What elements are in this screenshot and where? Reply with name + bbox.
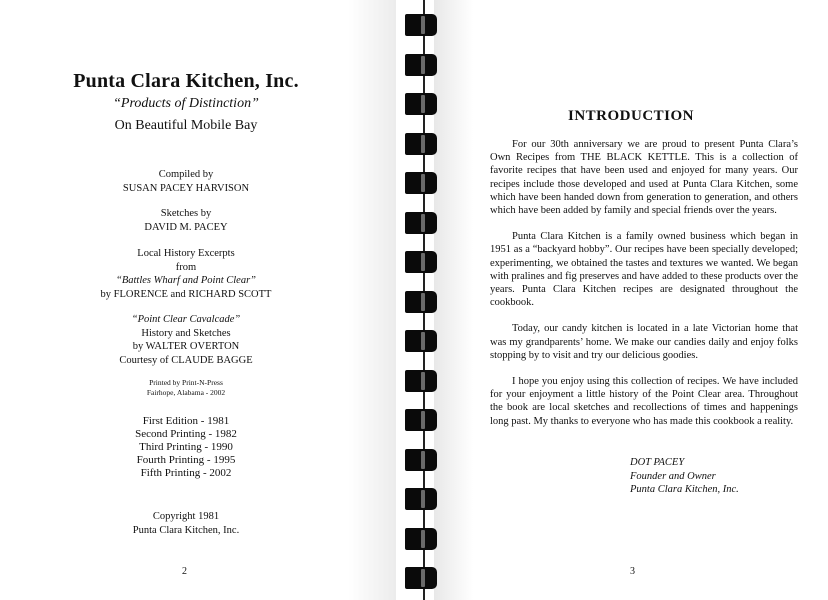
- spiral-coil: [405, 488, 437, 510]
- cavalcade-author: by WALTER OVERTON: [132, 341, 240, 352]
- local-history-authors: by FLORENCE and RICHARD SCOTT: [100, 288, 272, 300]
- compiled-by-label: Compiled by: [158, 169, 214, 180]
- intro-paragraph: Today, our candy kitchen is located in a late Victorian home that was my grandparents’ home. We make our candies daily and enjoy folks stopping by to visit and try our delicious goodies.: [490, 323, 798, 361]
- spiral-coil: [405, 54, 437, 76]
- introduction-heading: INTRODUCTION: [567, 108, 694, 124]
- tagline: “Products of Distinction”: [113, 96, 259, 111]
- sketches-by-label: Sketches by: [160, 208, 212, 219]
- printing-line: Fourth Printing - 1995: [136, 454, 236, 466]
- printing-line: Fifth Printing - 2002: [140, 467, 232, 479]
- compiled-by-name: SUSAN PACEY HARVISON: [122, 182, 250, 194]
- left-page-title: Punta Clara Kitchen, Inc.: [73, 70, 299, 92]
- copyright-block: [0, 510, 372, 537]
- printing-line: Third Printing - 1990: [139, 441, 233, 453]
- local-history-line2: from: [175, 261, 197, 273]
- spiral-coil: [405, 14, 437, 36]
- page-number-left: 2: [182, 566, 187, 577]
- location-line: On Beautiful Mobile Bay: [114, 118, 258, 133]
- cavalcade-block: [0, 313, 372, 367]
- left-page: [0, 0, 396, 600]
- spiral-coil: [405, 93, 437, 115]
- signature-company: Punta Clara Kitchen, Inc.: [630, 484, 739, 495]
- spiral-coil: [405, 528, 437, 550]
- spiral-coil: [405, 330, 437, 352]
- intro-paragraph: For our 30th anniversary we are proud to present Punta Clara’s Own Recipes from THE BLACK KETTLE. This is a collection of favorite recipes that have been used and enjoyed for many years. Our recipes include those developed and used at Punta Clara Kitchen, some which have been handed down from generation to generation, and others which have been added by family and special friends over the years.: [490, 139, 798, 217]
- cavalcade-courtesy: Courtesy of CLAUDE BAGGE: [119, 354, 253, 366]
- introduction-body: [490, 138, 798, 441]
- spiral-coil: [405, 172, 437, 194]
- spiral-coil: [405, 409, 437, 431]
- printer-line2: Fairhope, Alabama - 2002: [146, 388, 226, 397]
- printing-history: [0, 415, 372, 480]
- printing-line: Second Printing - 1982: [135, 428, 237, 440]
- spiral-coil: [405, 370, 437, 392]
- intro-paragraph: Punta Clara Kitchen is a family owned business which began in 1951 as a “backyard hobby”. Our recipes have been specially developed; experimenting, we obtained the tastes and textures we wanted. We began with pralines and fig preserves and have added to these products over the years. Punta Clara Kitchen recipes are designated throughout the cookbook.: [490, 231, 798, 309]
- copyright-line2: Punta Clara Kitchen, Inc.: [132, 524, 240, 536]
- signature-block: [630, 456, 739, 497]
- printer-block: [0, 378, 372, 398]
- copyright-line1: Copyright 1981: [152, 511, 220, 522]
- page-number-right: 3: [630, 566, 635, 577]
- right-page: [434, 0, 828, 600]
- spiral-coil: [405, 251, 437, 273]
- spiral-coil: [405, 567, 437, 589]
- local-history-line1: Local History Excerpts: [137, 248, 235, 259]
- sketches-by-name: DAVID M. PACEY: [144, 221, 228, 233]
- printing-line: First Edition - 1981: [142, 415, 230, 427]
- printer-line1: Printed by Print-N-Press: [149, 378, 223, 387]
- spiral-coil: [405, 291, 437, 313]
- signature-name: DOT PACEY: [630, 457, 685, 468]
- spiral-coil: [405, 133, 437, 155]
- sketches-by-block: [0, 207, 372, 234]
- cavalcade-work: “Point Clear Cavalcade”: [131, 314, 241, 325]
- spiral-coil: [405, 449, 437, 471]
- intro-paragraph: I hope you enjoy using this collection of recipes. We have included for your enjoyment a little history of the Point Clear area. Throughout the book are local sketches and recollections of times and happenings long past. My thanks to everyone who has made this cookbook a reality.: [490, 376, 798, 427]
- spiral-coil: [405, 212, 437, 234]
- local-history-work: “Battles Wharf and Point Clear”: [115, 275, 256, 286]
- cavalcade-line2: History and Sketches: [141, 327, 231, 339]
- signature-role: Founder and Owner: [630, 470, 716, 482]
- local-history-block: [0, 247, 372, 301]
- compiled-by-block: [0, 168, 372, 195]
